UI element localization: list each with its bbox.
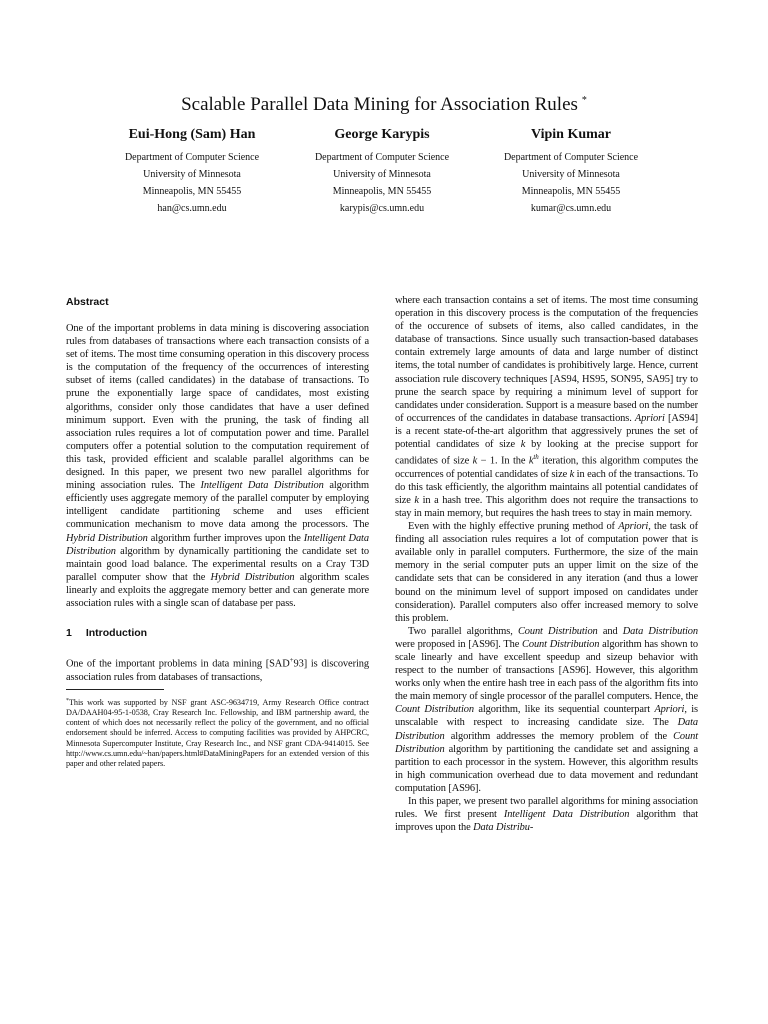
section-title: Introduction	[85, 627, 148, 640]
text-run: in each of the transactions. To do this task efficiently, the algorithm maintains all potential candidates of size	[395, 468, 698, 506]
italic-term: Intelligent Data Distribution	[66, 532, 369, 557]
section-number: 1	[66, 627, 72, 640]
intro-heading	[66, 627, 369, 640]
italic-term: Intelligent Data Distribution	[200, 480, 324, 492]
text-run: algorithm efficiently uses aggregate memory of the parallel computer by employing intelligent candidate partitioning scheme and uses efficient communication mechanism to move data among the processors. The	[66, 480, 369, 531]
math-var: k	[414, 494, 419, 506]
author-city: Minneapolis, MN 55455	[142, 186, 242, 197]
superscript: th	[533, 453, 539, 462]
text-run: algorithm scales linearly and exploits the aggregate memory better and can generate more association rules with a single scan of database per pass.	[66, 571, 370, 609]
italic-term: Count Distribution	[395, 730, 698, 755]
author-department: Department of Computer Science	[314, 152, 450, 163]
italic-term: Count Distribution	[522, 638, 600, 650]
text-run: algorithm that improves upon the	[395, 809, 698, 834]
text-run: in a hash tree. This algorithm does not require the transactions to stay in main memory, but requires the hash trees to stay in main memory.	[395, 494, 698, 519]
text-run: , is unscalable with respect to increasing candidate size. The	[395, 704, 698, 729]
math-var: k	[569, 468, 575, 480]
footnote	[66, 696, 369, 769]
author-department: Department of Computer Science	[124, 152, 260, 163]
footnote-mark: *	[66, 697, 69, 704]
author-email: karypis@cs.umn.edu	[339, 203, 425, 214]
italic-term: Apriori	[618, 521, 649, 533]
text-run: , the task of finding all association rules requires a lot of computation power that is available only in parallel computers. Furthermore, the size of the main memory in the serial computer puts an upper limit on the size of the candidate sets that can be considered in any iteration (and thus a lower bound on the minimum level of support imposed on candidates under consideration). Parallel computers also offer increased memory to solve this problem.	[395, 521, 698, 624]
text-run: algorithm further improves upon the	[147, 532, 304, 544]
author-name: Vipin Kumar	[531, 127, 611, 142]
text-run: algorithm by dynamically partitioning the candidate set to maintain good load balance. The experimental results on a Cray T3D parallel computer show that the	[66, 545, 369, 583]
text-run: algorithm addresses the memory problem of the	[444, 730, 674, 742]
italic-term: Apriori	[634, 412, 665, 424]
intro-paragraph-4	[395, 795, 698, 834]
text-run: [AS94] is a recent state-of-the-art algorithm that aggressively prunes the set of potential candidates of size	[395, 412, 698, 451]
italic-term: Data Distribu-	[473, 822, 534, 834]
footnote-rule	[66, 689, 164, 690]
paper-title	[0, 90, 768, 116]
author-city: Minneapolis, MN 55455	[521, 186, 621, 197]
author-university: University of Minnesota	[522, 169, 620, 180]
italic-term: Hybrid Distribution	[66, 532, 148, 544]
intro-paragraph-1-cont	[395, 294, 698, 520]
text-run: Two parallel algorithms,	[408, 625, 518, 637]
italic-term: Count Distribution	[517, 625, 598, 637]
text-run: In this paper, we present two parallel algorithms for mining association rules. We first present	[395, 796, 698, 821]
intro-paragraph-1	[66, 654, 369, 684]
text-run: − 1. In the	[477, 455, 529, 467]
text-run: One of the important problems in data mining [SAD	[66, 658, 290, 670]
intro-paragraph-2	[395, 520, 698, 625]
text-run: and	[597, 625, 623, 637]
author-3	[476, 126, 666, 217]
text-run: 93] is discovering association rules from databases of transactions,	[66, 658, 370, 683]
title-text: Scalable Parallel Data Mining for Association Rules	[181, 94, 578, 115]
italic-term: Intelligent Data Distribution	[503, 809, 630, 821]
author-2	[287, 126, 477, 217]
author-department: Department of Computer Science	[503, 152, 639, 163]
italic-term: Hybrid Distribution	[210, 571, 295, 583]
abstract-heading: Abstract	[66, 296, 109, 308]
author-city: Minneapolis, MN 55455	[332, 186, 432, 197]
author-university: University of Minnesota	[143, 169, 241, 180]
text-run: where each transaction contains a set of items. The most time consuming operation in this discovery process is the computation of the frequencies of the occurence of subsets of items, also called candidates, in the database of transactions. Since usually such transaction-based databases contain extremely large amounts of data and large number of distinct items, the total number of candidates is prohibitively large. Hence, current association rule discovery techniques [AS94, HS95, SON95, SA95] try to prune the search space by requiring a minimum level of support for candidates under consideration. Support is a measure based on the number of occurrences of the candidates in database transactions.	[395, 295, 698, 424]
superscript: +	[289, 656, 294, 665]
abstract-paragraph	[66, 322, 369, 610]
italic-term: Apriori	[654, 704, 685, 716]
text-run: by looking at the precise support for candidates of size	[395, 439, 698, 467]
author-name: George Karypis	[334, 127, 430, 142]
text-run: algorithm has shown to scale linearly and have excellent speedup and sizeup behavior with respect to the number of transactions [AS96]. However, this algorithm works only when the entire hash tree in each pass of the algorithm fits into the main memory of single processor of the parallel computers. Hence, the	[395, 638, 698, 703]
text-run: were proposed in [AS96]. The	[395, 638, 523, 650]
right-column	[395, 294, 698, 834]
title-footnote-mark: *	[581, 95, 587, 106]
footnote-text: This work was supported by NSF grant ASC-9634719, Army Research Office contract DA/DAAH04-95-1-0538, Cray Research Inc. Fellowship, and IBM partnership award, the content of which does not necessarily reflect the policy of the government, and no official endorsement should be inferred. Access to computing facilities was provided by AHPCRC, Minnesota Supercomputer Institute, Cray Research Inc., and NSF grant CDA-9414015. See http://www.cs.umn.edu/~han/papers.html#DataMiningPapers for an extended version of this paper and other related papers.	[66, 697, 369, 768]
math-var: k	[520, 439, 526, 451]
author-university: University of Minnesota	[333, 169, 431, 180]
text-run: Even with the highly effective pruning method of	[408, 521, 619, 533]
intro-paragraph-3	[395, 625, 698, 795]
italic-term: Data Distribution	[395, 717, 698, 742]
author-email: kumar@cs.umn.edu	[530, 203, 612, 214]
text-run: algorithm by partitioning the candidate set and assigning a partition to each processor in the system. However, this algorithm results in high communication overhead due to data movement and redundant computation [AS96].	[395, 743, 698, 794]
author-1	[97, 126, 287, 217]
text-run: algorithm, like its sequential counterpart	[473, 704, 655, 716]
text-run: One of the important problems in data mining is discovering association rules from databases of transactions where each transaction consists of a set of items. The most time consuming operation in this discovery process is the computation of the frequency of the occurrences of interesting subset of items (called candidates) in the database of transactions. To prune the exponentially large space of candidates, most existing algorithms, consider only those candidates that have a user defined minimum support. Even with the pruning, the task of finding all association rules requires a lot of computation power and time. Parallel computers offer a potential solution to the computation requirement of this task, provided efficient and scalable parallel algorithms can be designed. In this paper, we present two new parallel algorithms for mining association rules. The	[66, 323, 369, 492]
author-email: han@cs.umn.edu	[157, 203, 227, 214]
text-run: iteration, this algorithm computes the occurrences of potential candidates of size	[395, 455, 698, 480]
italic-term: Count Distribution	[395, 704, 474, 716]
author-block	[0, 126, 768, 226]
math-var: k	[472, 455, 478, 467]
author-name: Eui-Hong (Sam) Han	[128, 127, 256, 142]
italic-term: Data Distribution	[622, 625, 698, 637]
math-var: k	[528, 455, 534, 467]
left-column	[66, 294, 369, 769]
